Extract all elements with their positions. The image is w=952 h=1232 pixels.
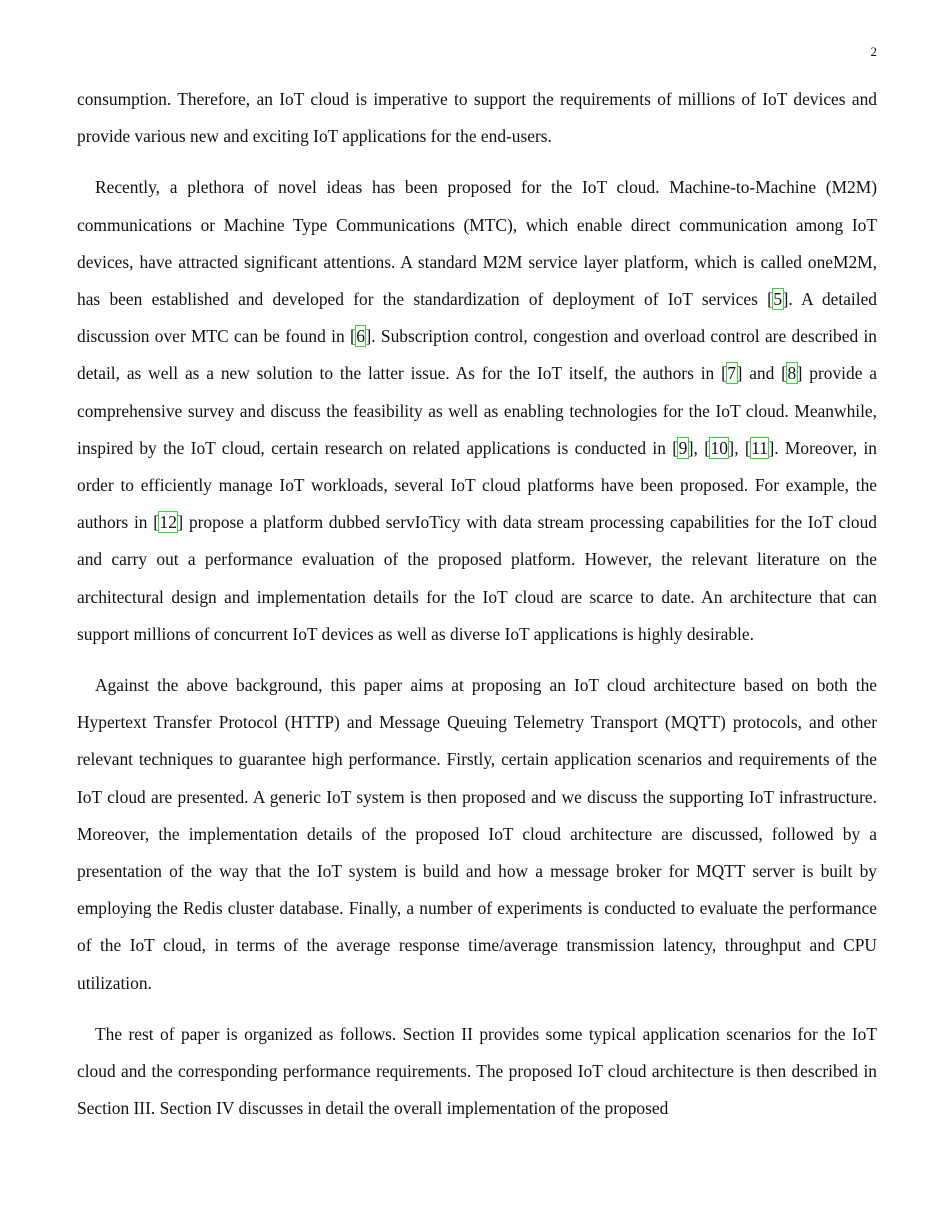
text-run: ]. Moreover, in order to efficiently manage IoT workloads, several IoT cloud platforms have been proposed. For example, the authors in [	[77, 437, 877, 533]
citation-link-12[interactable]: 12	[159, 512, 177, 533]
text-run: ], [	[687, 437, 711, 458]
citation-link-9[interactable]: 9	[678, 437, 688, 458]
paragraph-organization	[77, 1016, 877, 1128]
text-run: The rest of paper is organized as follows. Section II provides some typical application scenarios for the IoT cloud and the corresponding performance requirements. The proposed IoT cloud architecture is then described in Section III. Section IV discusses in detail the overall implementation of the proposed	[77, 1023, 877, 1119]
paragraph-contributions	[77, 667, 877, 1002]
text-run: ] provide a comprehensive survey and discuss the feasibility as well as enabling technologies for the IoT cloud. Meanwhile, inspired by the IoT cloud, certain research on related applications is conducted in [	[77, 363, 877, 458]
citation-link-5[interactable]: 5	[773, 289, 783, 310]
text-run: ] propose a platform dubbed servIoTicy with data stream processing capabilities for the IoT cloud and carry out a performance evaluation of the proposed platform. However, the relevant literature on the architectural design and implementation details for the IoT cloud are scarce to date. An architecture that can support millions of concurrent IoT devices as well as diverse IoT applications is highly desirable.	[77, 512, 877, 644]
text-run: consumption. Therefore, an IoT cloud is imperative to support the requirements of millions of IoT devices and provide various new and exciting IoT applications for the end-users.	[77, 89, 877, 147]
text-run: ] and [	[736, 363, 787, 384]
citation-link-10[interactable]: 10	[710, 437, 728, 458]
body-text	[77, 81, 877, 1127]
text-run: ]. A detailed discussion over MTC can be found in [	[77, 289, 878, 347]
citation-link-8[interactable]: 8	[787, 363, 797, 384]
citation-link-11[interactable]: 11	[751, 437, 768, 458]
citation-link-7[interactable]: 7	[727, 363, 737, 384]
paragraph-related-work	[77, 169, 877, 653]
text-run: Against the above background, this paper aims at proposing an IoT cloud architecture based on both the Hypertext Transfer Protocol (HTTP) and Message Queuing Telemetry Transport (MQTT) protocols, and other relevant techniques to guarantee high performance. Firstly, certain application scenarios and requirements of the IoT cloud are presented. A generic IoT system is then proposed and we discuss the supporting IoT infrastructure. Moreover, the implementation details of the proposed IoT cloud architecture are discussed, followed by a presentation of the way that the IoT system is build and how a message broker for MQTT server is built by employing the Redis cluster database. Finally, a number of experiments is conducted to evaluate the performance of the IoT cloud, in terms of the average response time/average transmission latency, throughput and CPU utilization.	[77, 675, 877, 993]
page-number: 2	[870, 44, 877, 59]
text-run: ]. Subscription control, congestion and overload control are described in detail, as well as a new solution to the latter issue. As for the IoT itself, the authors in [	[77, 326, 877, 384]
text-run: ], [	[728, 437, 751, 458]
paragraph-continuation	[77, 81, 877, 155]
text-run: Recently, a plethora of novel ideas has been proposed for the IoT cloud. Machine-to-Machine (M2M) communications or Machine Type Communications (MTC), which enable direct communication among IoT devices, have attracted significant attentions. A standard M2M service layer platform, which is called oneM2M, has been established and developed for the standardization of deployment of IoT services [	[77, 177, 877, 310]
citation-link-6[interactable]: 6	[356, 326, 365, 347]
